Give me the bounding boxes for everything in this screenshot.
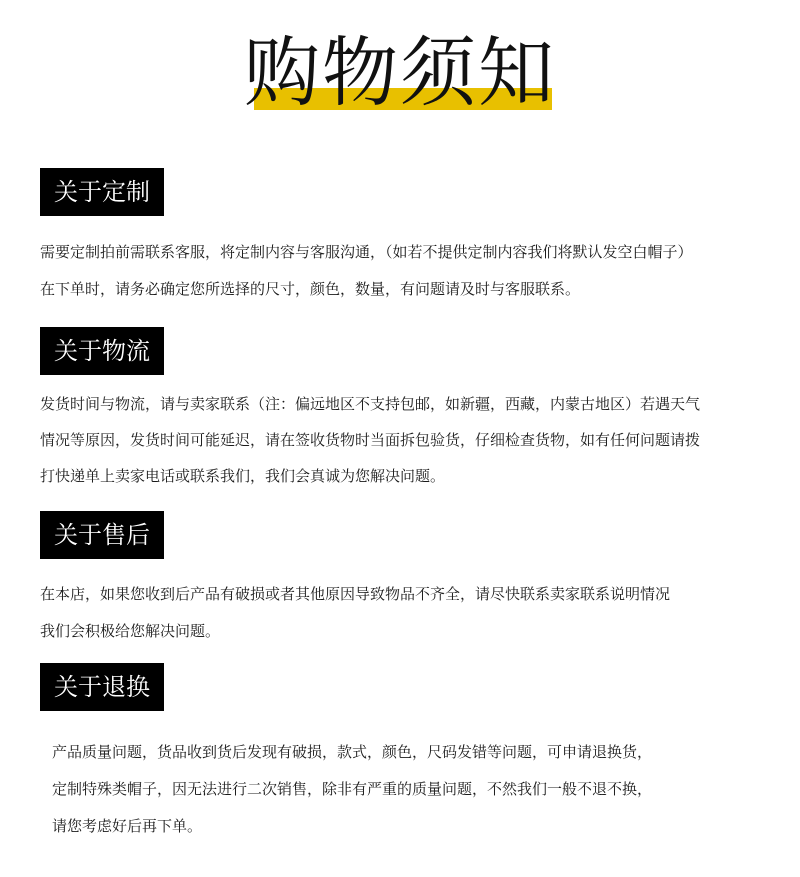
text-line: 在本店，如果您收到后产品有破损或者其他原因导致物品不齐全，请尽快联系卖家联系说明情况 [40,585,671,603]
page-title: 购物须知 [244,28,556,117]
text-line: 我们会积极给您解决问题。 [40,622,221,640]
text-line: 请您考虑好后再下单。 [52,817,203,835]
text-line: 产品质量问题，货品收到货后发现有破损，款式，颜色，尺码发错等问题，可申请退换货， [52,743,653,761]
text-line: 发货时间与物流，请与卖家联系（注：偏远地区不支持包邮，如新疆，西藏，内蒙古地区）若遇天气 [40,395,701,413]
section-body-after-sales [40,576,780,650]
section-body-logistics [40,386,780,494]
text-line: 需要定制拍前需联系客服，将定制内容与客服沟通，（如若不提供定制内容我们将默认发空白帽子） [40,243,693,261]
section-body-customization [40,234,780,308]
section-heading-customization: 关于定制 [40,168,164,216]
text-line: 定制特殊类帽子，因无法进行二次销售，除非有严重的质量问题，不然我们一般不退不换， [52,780,653,798]
section-heading-after-sales: 关于售后 [40,511,164,559]
section-heading-returns: 关于退换 [40,663,164,711]
section-heading-logistics: 关于物流 [40,327,164,375]
text-line: 在下单时，请务必确定您所选择的尺寸，颜色，数量，有问题请及时与客服联系。 [40,280,581,298]
text-line: 情况等原因，发货时间可能延迟，请在签收货物时当面拆包验货，仔细检查货物，如有任何问题请拨 [40,431,701,449]
page-title-block [0,28,800,118]
text-line: 打快递单上卖家电话或联系我们，我们会真诚为您解决问题。 [40,467,446,485]
section-body-returns [52,734,792,845]
